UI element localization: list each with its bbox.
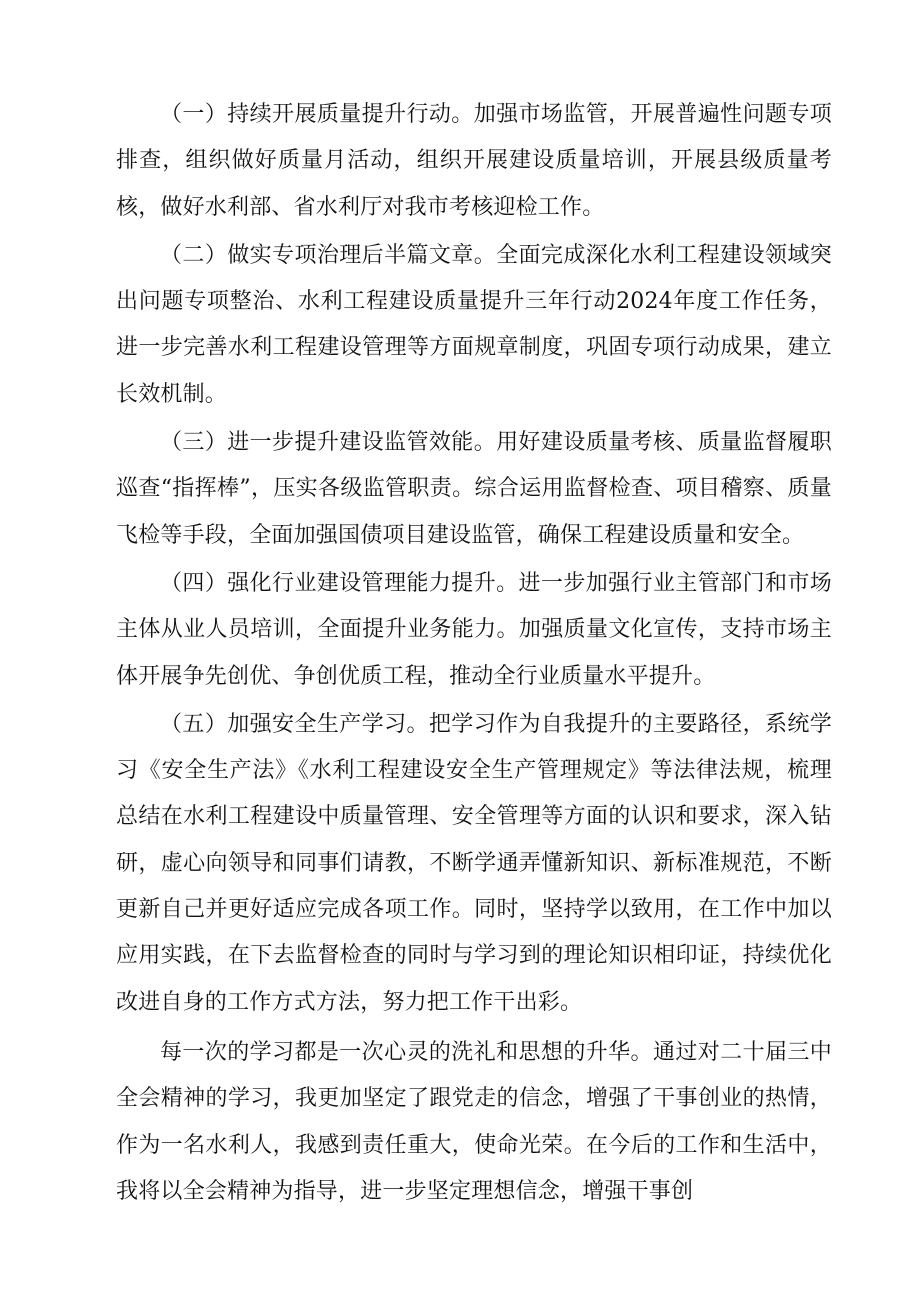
paragraph-closing: 每一次的学习都是一次心灵的洗礼和思想的升华。通过对二十届三中全会精神的学习，我更加坚定了跟党走的信念，增强了干事创业的热情，作为一名水利人，我感到责任重大，使命光荣。在今后的工作和生活中，我将以全会精神为指导，进一步坚定理想信念，增强干事创 xyxy=(116,1039,832,1204)
paragraph-industry-capacity: （四）强化行业建设管理能力提升。进一步加强行业主管部门和市场主体从业人员培训，全面提升业务能力。加强质量文化宣传，支持市场主体开展争先创优、争创优质工程，推动全行业质量水平提升。 xyxy=(116,570,832,689)
paragraph-special-governance: （二）做实专项治理后半篇文章。全面完成深化水利工程建设领域突出问题专项整治、水利工程建设质量提升三年行动2024年度工作任务，进一步完善水利工程建设管理等方面规章制度，巩固专项行动成果，建立长效机制。 xyxy=(116,242,832,407)
paragraph-supervision-efficiency: （三）进一步提升建设监管效能。用好建设质量考核、质量监督履职巡查“指挥棒”，压实各级监管职责。综合运用监督检查、项目稽察、质量飞检等手段，全面加强国债项目建设监管，确保工程建设质量和安全。 xyxy=(116,430,832,548)
paragraph-safety-study: （五）加强安全生产学习。把学习作为自我提升的主要路径，系统学习《安全生产法》《水利工程建设安全生产管理规定》等法律法规，梳理总结在水利工程建设中质量管理、安全管理等方面的认识和要求，深入钻研，虚心向领导和同事们请教，不断学通弄懂新知识、新标准规范，不断更新自己并更好适应完成各项工作。同时，坚持学以致用，在工作中加以应用实践，在下去监督检查的同时与学习到的理论知识相印证，持续优化改进自身的工作方式方法，努力把工作干出彩。 xyxy=(116,711,832,1015)
paragraph-quality-improvement: （一）持续开展质量提升行动。加强市场监管，开展普遍性问题专项排查，组织做好质量月活动，组织开展建设质量培训，开展县级质量考核，做好水利部、省水利厅对我市考核迎检工作。 xyxy=(116,102,832,220)
document-body xyxy=(116,92,832,1215)
